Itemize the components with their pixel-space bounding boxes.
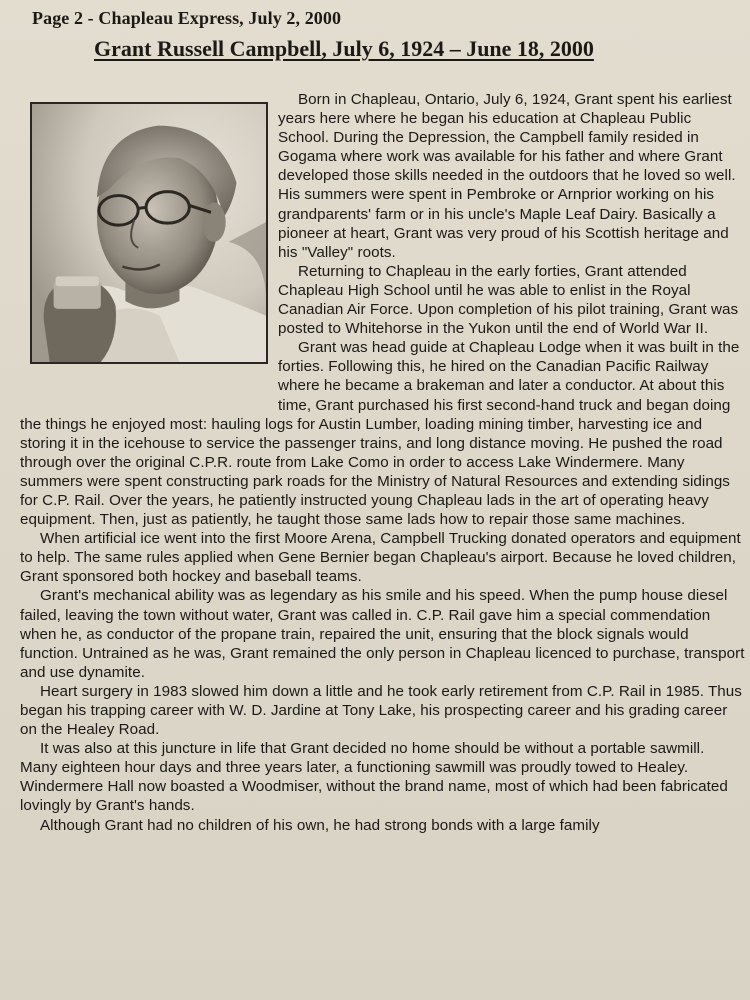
article-paragraph: Grant was head guide at Chapleau Lodge when it was built in the forties. Following this, he hired on the Canadian Pacific Railway where he became a brakeman and later a conductor. At about this time, Grant purchased his first second-hand truck and began doing the things he enjoyed most: hauling logs for Austin Lumber, loading mining timber, harvesting ice and storing it in the icehouse to service the passenger trains, and long distance moving. He pushed the road through over the original C.P.R. route from Lake Como in order to access Lake Windermere. Many summers were spent constructing park roads for the Ministry of Natural Resources and extending sidings for C.P. Rail. Over the years, he patiently instructed young Chapleau lads in the art of operating heavy equipment. Then, just as patiently, he taught those same lads how to repair those same machines. [20,339,740,529]
obituary-headline: Grant Russell Campbell, July 6, 1924 – June 18, 2000 [94,36,594,61]
article-paragraph: Born in Chapleau, Ontario, July 6, 1924, Grant spent his earliest years here where he began his education at Chapleau Public School. During the Depression, the Campbell family resided in Gogama where work was available for his father and where Grant developed those skills needed in the outdoors that he loved so well. His summers were spent in Pembroke or Arnprior working on his grandparents' farm or in his uncle's Maple Leaf Dairy. Basically a pioneer at heart, Grant was very proud of his Scottish heritage and his "Valley" roots. [278,91,736,261]
photo-float-space [20,90,278,401]
obituary-article [20,90,745,835]
article-paragraph: Although Grant had no children of his own, he had strong bonds with a large family [40,816,600,834]
article-paragraph: It was also at this juncture in life that Grant decided no home should be without a portable sawmill. Many eighteen hour days and three years later, a functioning sawmill was proudly towed to Healey. Windermere Hall now boasted a Woodmiser, without the brand name, most of which had been fabricated lovingly by Grant's hands. [20,740,728,815]
article-paragraph: Grant's mechanical ability was as legendary as his smile and his speed. When the pump house diesel failed, leaving the town without water, Grant was called in. C.P. Rail gave him a special commendation when he, as conductor of the propane train, repaired the unit, ensuring that the block signals would function. Untrained as he was, Grant remained the only person in Chapleau licenced to purchase, transport and use dynamite. [20,587,745,681]
page-folio: Page 2 - Chapleau Express, July 2, 2000 [32,8,342,28]
article-paragraph: When artificial ice went into the first Moore Arena, Campbell Trucking donated operators and equipment to help. The same rules applied when Gene Bernier began Chapleau's airport. Because he loved children, Grant sponsored both hockey and baseball teams. [20,530,741,586]
article-paragraph: Heart surgery in 1983 slowed him down a little and he took early retirement from C.P. Rail in 1985. Thus began his trapping career with W. D. Jardine at Tony Lake, his prospecting career and his grading career on the Healey Road. [20,682,742,739]
article-paragraph: Returning to Chapleau in the early forties, Grant attended Chapleau High School until he was able to enlist in the Royal Canadian Air Force. Upon completion of his pilot training, Grant was posted to Whitehorse in the Yukon until the end of World War II. [278,262,739,338]
